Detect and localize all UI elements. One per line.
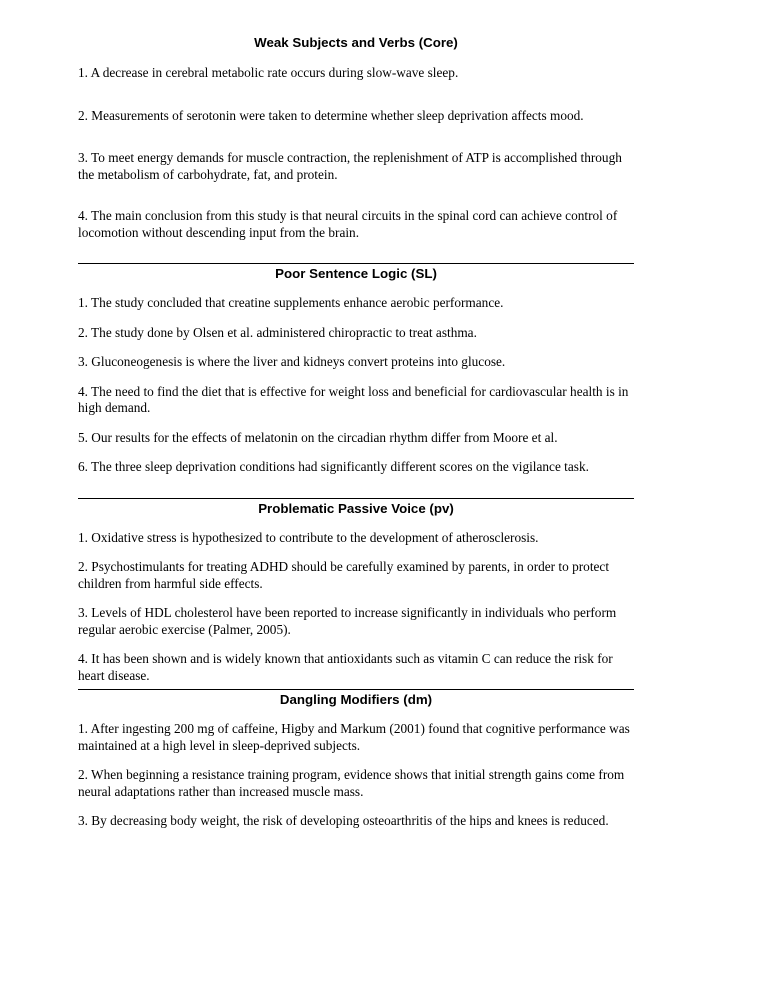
list-item: 1. After ingesting 200 mg of caffeine, Higby and Markum (2001) found that cognitive performance was maintained at a high level in sleep-deprived subjects. bbox=[78, 721, 630, 753]
list-item: 3. Gluconeogenesis is where the liver and kidneys convert proteins into glucose. bbox=[78, 354, 506, 369]
list-item: 3. By decreasing body weight, the risk of developing osteoarthritis of the hips and knees is reduced. bbox=[78, 813, 609, 828]
list-item: 6. The three sleep deprivation conditions had significantly different scores on the vigilance task. bbox=[78, 459, 589, 474]
list-item: 4. It has been shown and is widely known that antioxidants such as vitamin C can reduce the risk for heart disease. bbox=[78, 651, 613, 683]
section-heading-passive-voice: Problematic Passive Voice (pv) bbox=[258, 500, 454, 516]
list-item: 4. The main conclusion from this study is that neural circuits in the spinal cord can achieve control of locomotion without descending input from the brain. bbox=[78, 208, 618, 240]
list-item: 1. The study concluded that creatine supplements enhance aerobic performance. bbox=[78, 295, 504, 310]
section-divider bbox=[78, 498, 634, 499]
document-page bbox=[78, 34, 634, 830]
section-divider bbox=[78, 689, 634, 690]
list-item: 1. Oxidative stress is hypothesized to contribute to the development of atherosclerosis. bbox=[78, 529, 539, 545]
list-item: 2. When beginning a resistance training program, evidence shows that initial strength gains come from neural adaptations rather than increased muscle mass. bbox=[78, 767, 625, 799]
list-item: 3. To meet energy demands for muscle contraction, the replenishment of ATP is accomplished through the metabolism of carbohydrate, fat, and protein. bbox=[78, 150, 622, 182]
list-item: 4. The need to find the diet that is effective for weight loss and beneficial for cardiovascular health is in high demand. bbox=[78, 383, 629, 415]
section-heading-sentence-logic: Poor Sentence Logic (SL) bbox=[275, 266, 437, 281]
list-item: 5. Our results for the effects of melatonin on the circadian rhythm differ from Moore et al. bbox=[78, 429, 558, 445]
section-heading-dangling-modifiers: Dangling Modifiers (dm) bbox=[279, 692, 433, 707]
list-item: 2. Measurements of serotonin were taken to determine whether sleep deprivation affects mood. bbox=[78, 107, 584, 123]
list-item: 2. The study done by Olsen et al. administered chiropractic to treat asthma. bbox=[78, 324, 477, 340]
list-item: 3. Levels of HDL cholesterol have been reported to increase significantly in individuals who perform regular aerobic exercise (Palmer, 2005). bbox=[78, 605, 617, 637]
list-item: 2. Psychostimulants for treating ADHD should be carefully examined by parents, in order to protect children from harmful side effects. bbox=[78, 559, 610, 591]
section-divider bbox=[78, 263, 634, 264]
list-item: 1. A decrease in cerebral metabolic rate occurs during slow-wave sleep. bbox=[78, 65, 459, 80]
section-heading-weak-subjects: Weak Subjects and Verbs (Core) bbox=[254, 35, 458, 50]
